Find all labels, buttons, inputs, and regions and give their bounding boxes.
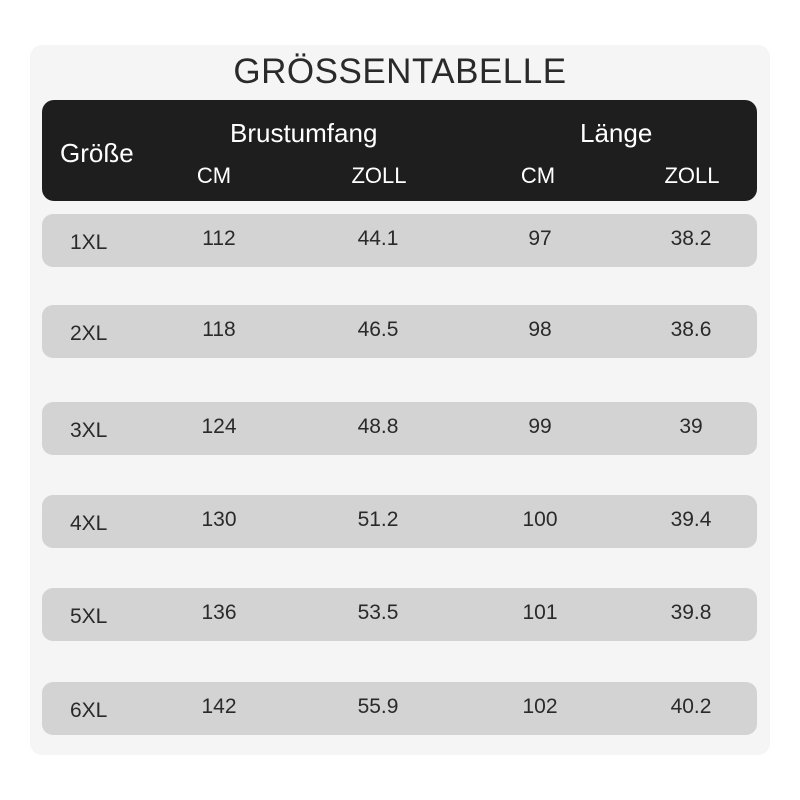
header-length-label: Länge [580, 118, 653, 148]
length-inch-value: 39.4 [670, 508, 712, 531]
page-title: GRÖSSENTABELLE [233, 52, 567, 91]
chest-inch-value: 48.8 [357, 415, 399, 438]
row-size: 6XL [70, 699, 108, 722]
row-size: 4XL [70, 512, 108, 535]
chest-cm-value: 142 [201, 695, 237, 718]
header-unit-length-cm: CM [520, 163, 556, 188]
length-inch-value: 38.2 [670, 227, 712, 250]
table-row [42, 305, 757, 358]
chest-cm-value: 112 [202, 227, 236, 250]
header-unit-chest-inch: ZOLL [351, 163, 407, 188]
table-header [42, 100, 757, 201]
length-cm-value: 98 [528, 318, 552, 341]
chest-cm-value: 118 [202, 318, 236, 341]
chest-inch-value: 44.1 [357, 227, 399, 250]
length-inch-value: 38.6 [670, 318, 712, 341]
chest-cm-value: 130 [201, 508, 237, 531]
chest-cm-value: 136 [201, 601, 237, 624]
length-inch-value: 39.8 [670, 601, 712, 624]
length-cm-value: 100 [522, 508, 558, 531]
table-row [42, 682, 757, 735]
chest-cm-value: 124 [201, 415, 237, 438]
row-size: 2XL [70, 322, 108, 345]
length-cm-value: 101 [522, 601, 558, 624]
table-row [42, 402, 757, 455]
header-unit-length-inch: ZOLL [664, 163, 720, 188]
length-cm-value: 97 [528, 227, 552, 250]
chest-inch-value: 53.5 [357, 601, 399, 624]
header-size-label: Größe [60, 138, 134, 168]
header-unit-chest-cm: CM [196, 163, 232, 188]
chest-inch-value: 51.2 [357, 508, 399, 531]
length-cm-value: 102 [522, 695, 558, 718]
row-size: 5XL [70, 605, 108, 628]
length-inch-value: 40.2 [670, 695, 712, 718]
chest-inch-value: 55.9 [357, 695, 399, 718]
chest-inch-value: 46.5 [357, 318, 399, 341]
row-size: 3XL [70, 419, 108, 442]
table-row [42, 588, 757, 641]
length-cm-value: 99 [528, 415, 552, 438]
table-row [42, 495, 757, 548]
table-row [42, 214, 757, 267]
row-size: 1XL [70, 231, 108, 254]
header-chest-label: Brustumfang [230, 118, 378, 148]
length-inch-value: 39 [679, 415, 703, 438]
